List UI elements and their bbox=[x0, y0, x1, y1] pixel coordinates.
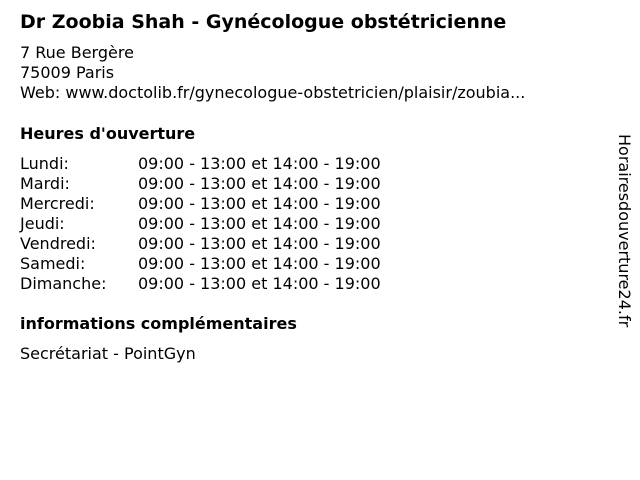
hours-row-jeudi bbox=[20, 214, 381, 234]
time-range: 09:00 - 13:00 et 14:00 - 19:00 bbox=[138, 194, 381, 213]
time-range: 09:00 - 13:00 et 14:00 - 19:00 bbox=[138, 214, 381, 233]
hours-row-samedi bbox=[20, 254, 381, 274]
opening-hours-heading: Heures d'ouverture bbox=[20, 124, 196, 143]
day-label: Samedi: bbox=[20, 254, 86, 273]
website-link[interactable]: Web: www.doctolib.fr/gynecologue-obstetricien/plaisir/zoubia... bbox=[20, 83, 526, 102]
hours-row-mercredi bbox=[20, 194, 381, 214]
time-range: 09:00 - 13:00 et 14:00 - 19:00 bbox=[138, 274, 381, 293]
hours-row-vendredi bbox=[20, 234, 381, 254]
hours-row-dimanche bbox=[20, 274, 381, 294]
additional-info-text: Secrétariat - PointGyn bbox=[20, 344, 196, 363]
address-block bbox=[20, 43, 525, 103]
day-label: Dimanche: bbox=[20, 274, 107, 293]
address-city: 75009 Paris bbox=[20, 63, 115, 82]
business-card bbox=[20, 0, 600, 480]
site-brand-vertical: Horairesdouverture24.fr bbox=[615, 134, 634, 328]
day-label: Vendredi: bbox=[20, 234, 96, 253]
time-range: 09:00 - 13:00 et 14:00 - 19:00 bbox=[138, 254, 381, 273]
hours-row-mardi bbox=[20, 174, 381, 194]
time-range: 09:00 - 13:00 et 14:00 - 19:00 bbox=[138, 234, 381, 253]
day-label: Mardi: bbox=[20, 174, 70, 193]
day-label: Jeudi: bbox=[20, 214, 65, 233]
page-title: Dr Zoobia Shah - Gynécologue obstétricienne bbox=[20, 11, 507, 33]
additional-info-heading: informations complémentaires bbox=[20, 314, 297, 333]
address-street: 7 Rue Bergère bbox=[20, 43, 134, 62]
day-label: Mercredi: bbox=[20, 194, 95, 213]
time-range: 09:00 - 13:00 et 14:00 - 19:00 bbox=[138, 174, 381, 193]
time-range: 09:00 - 13:00 et 14:00 - 19:00 bbox=[138, 154, 381, 173]
hours-row-lundi bbox=[20, 154, 381, 174]
opening-hours-table bbox=[20, 154, 381, 294]
day-label: Lundi: bbox=[20, 154, 69, 173]
